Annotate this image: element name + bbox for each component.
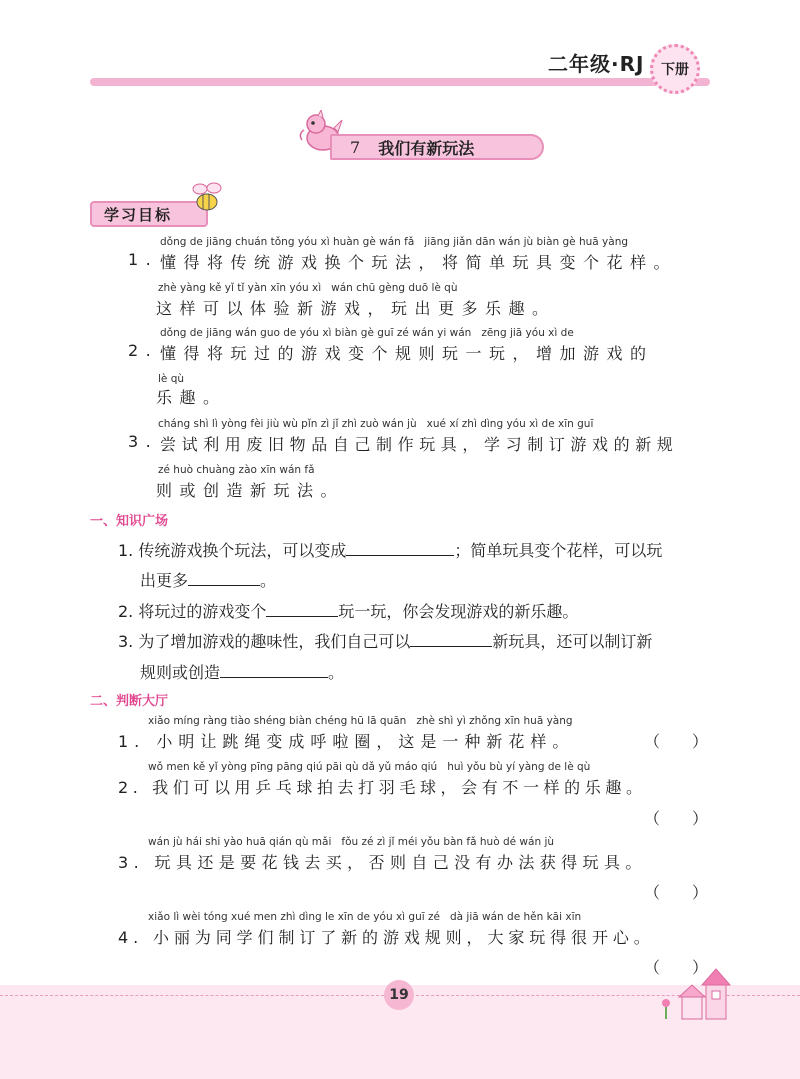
volume-badge: 下册 <box>650 44 700 94</box>
obj2-line2: 乐趣。 <box>156 388 227 407</box>
obj3-num: 3. <box>128 432 159 451</box>
s1-q2-text-b: 玩一玩，你会发现游戏的新乐趣。 <box>338 602 579 621</box>
s2-item3-answer[interactable]: （ ） <box>644 883 709 902</box>
obj2-num: 2. <box>128 341 159 360</box>
house-decoration-icon <box>656 965 736 1021</box>
s1-q1-blank1[interactable] <box>346 541 454 556</box>
s2-item1-pinyin: xiǎo míng ràng tiào shéng biàn chéng hū lā quān zhè shì yì zhǒng xīn huā yàng <box>148 715 573 727</box>
s1-q3-blank1[interactable] <box>410 632 492 647</box>
s1-q1-text-b: ；简单玩具变个花样，可以玩 <box>454 541 663 560</box>
obj3-pinyin2: zé huò chuàng zào xīn wán fǎ <box>158 464 315 476</box>
section2-heading: 二、判断大厅 <box>90 694 169 709</box>
section1-heading: 一、知识广场 <box>90 514 169 529</box>
obj2-pinyin2: lè qù <box>158 373 185 385</box>
obj2-pinyin1: dǒng de jiāng wán guo de yóu xì biàn gè guī zé wán yi wán zēng jiā yóu xì de <box>160 327 574 339</box>
bee-icon <box>190 180 224 216</box>
s2-item1-answer[interactable]: （ ） <box>644 732 709 751</box>
s2-item3-text: 3. 玩具还是要花钱去买，否则自己没有办法获得玩具。 <box>118 853 647 872</box>
s2-item3-pinyin: wán jù hái shi yào huā qián qù mǎi fǒu zé zì jǐ méi yǒu bàn fǎ huò dé wán jù <box>148 836 555 848</box>
s2-item4-text: 4. 小丽为同学们制订了新的游戏规则，大家玩得很开心。 <box>118 928 655 947</box>
s1-q1-line2 <box>140 568 276 591</box>
lesson-title-text: 我们有新玩法 <box>378 138 475 158</box>
s1-q1-text-a: 1. 传统游戏换个玩法，可以变成 <box>118 541 347 560</box>
s2-item2-text: 2. 我们可以用乒乓球拍去打羽毛球，会有不一样的乐趣。 <box>118 778 647 797</box>
s1-q3-text-c: 规则或创造 <box>140 663 221 682</box>
s1-q1-blank2[interactable] <box>188 571 260 586</box>
s1-q2-text-a: 2. 将玩过的游戏变个 <box>118 602 267 621</box>
obj3-line2: 则或创造新玩法。 <box>156 481 345 500</box>
s1-q1-line1 <box>118 538 662 561</box>
grade-label: 二年级·RJ <box>548 52 645 76</box>
s2-item4-answer[interactable]: （ ） <box>644 958 709 977</box>
s1-q3-text-b: 新玩具，还可以制订新 <box>492 632 653 651</box>
lesson-number: 7 <box>350 137 361 157</box>
s1-q3-blank2[interactable] <box>220 663 328 678</box>
obj1-pinyin2: zhè yàng kě yǐ tǐ yàn xīn yóu xì wán chū gèng duō lè qù <box>158 282 458 294</box>
obj1-line1: 懂得将传统游戏换个玩法，将简单玩具变个花样。 <box>160 253 678 272</box>
obj1-line2: 这样可以体验新游戏，玩出更多乐趣。 <box>156 299 556 318</box>
s1-q3-text-d: 。 <box>328 663 345 682</box>
s1-q2-blank[interactable] <box>266 602 338 617</box>
header-divider <box>90 78 710 86</box>
s1-q3-text-a: 3. 为了增加游戏的趣味性，我们自己可以 <box>118 632 411 651</box>
s2-item4-pinyin: xiǎo lì wèi tóng xué men zhì dìng le xīn de yóu xì guī zé dà jiā wán de hěn kāi xīn <box>148 911 582 923</box>
objectives-tag: 学习目标 <box>90 201 208 227</box>
s2-item2-answer[interactable]: （ ） <box>644 809 709 828</box>
obj1-num: 1. <box>128 250 159 269</box>
lesson-title <box>330 134 544 160</box>
obj2-line1: 懂得将玩过的游戏变个规则玩一玩，增加游戏的 <box>160 344 654 363</box>
s2-item1-text: 1. 小明让跳绳变成呼啦圈，这是一种新花样。 <box>118 732 575 751</box>
page-number: 19 <box>384 980 414 1010</box>
s2-item2-pinyin: wǒ men kě yǐ yòng pīng pāng qiú pāi qù dǎ yǔ máo qiú huì yǒu bù yí yàng de lè qù <box>148 761 591 773</box>
s1-q3-line1 <box>118 629 652 652</box>
s1-q2 <box>118 599 578 622</box>
s1-q3-line2 <box>140 660 344 683</box>
obj1-pinyin1: dǒng de jiāng chuán tǒng yóu xì huàn gè wán fǎ jiāng jiǎn dān wán jù biàn gè huā yàng <box>160 236 629 248</box>
obj3-pinyin1: cháng shì lì yòng fèi jiù wù pǐn zì jǐ zhì zuò wán jù xué xí zhì dìng yóu xì de xīn guī <box>158 418 594 430</box>
s1-q1-text-c: 出更多 <box>140 571 189 590</box>
s1-q1-text-d: 。 <box>260 571 277 590</box>
obj3-line1: 尝试利用废旧物品自己制作玩具，学习制订游戏的新规 <box>160 435 679 454</box>
